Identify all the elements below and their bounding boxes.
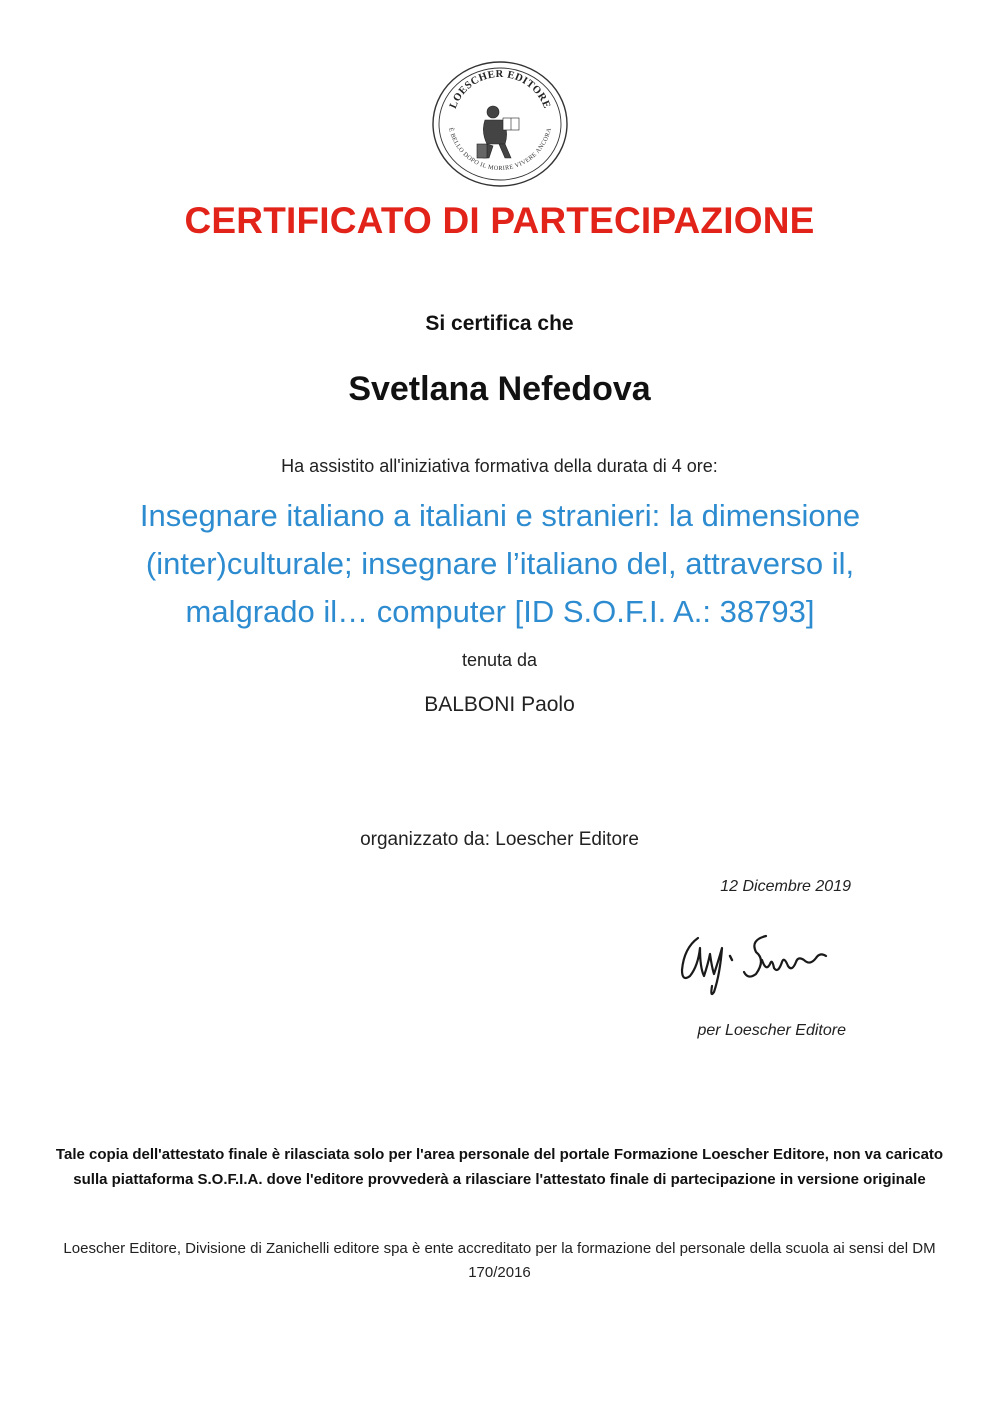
certificate-title: CERTIFICATO DI PARTECIPAZIONE bbox=[184, 200, 815, 241]
copy-notice: Tale copia dell'attestato finale è rilasciata solo per l'area personale del portale Formazione Loescher Editore, non va caricato sulla piattaforma S.O.F.I.A. dove l'editore provvederà a rilasciare l'attestato finale di partecipazione in versione originale bbox=[55, 1146, 944, 1188]
speaker-name: BALBONI Paolo bbox=[424, 693, 575, 716]
signature-caption: per Loescher Editore bbox=[697, 1022, 846, 1039]
seated-figure-icon bbox=[477, 106, 519, 158]
loescher-seal-logo bbox=[431, 60, 569, 188]
course-title bbox=[80, 492, 920, 636]
accreditation-footer: Loescher Editore, Divisione di Zanichelli editore spa è ente accreditato per la formazione del personale della scuola ai sensi del DM 170/2016 bbox=[63, 1240, 936, 1281]
attendance-statement: Ha assistito all'iniziativa formativa della durata di 4 ore: bbox=[281, 456, 718, 476]
held-by-label: tenuta da bbox=[461, 650, 538, 670]
seal-motto-text: È BELLO DOPO IL MORIRE VIVERE ANCORA bbox=[447, 126, 553, 173]
course-title-line: Insegnare italiano a italiani e stranieri: la dimensione bbox=[139, 498, 861, 533]
seal-top-text: LOESCHER EDITORE bbox=[447, 68, 553, 111]
course-title-line: (inter)culturale; insegnare l’italiano del, attraverso il, bbox=[145, 546, 855, 581]
svg-text:LOESCHER EDITORE bbox=[448, 69, 552, 110]
participant-name: Svetlana Nefedova bbox=[348, 370, 651, 408]
course-title-line: malgrado il… computer [ID S.O.F.I. A.: 38793] bbox=[185, 594, 815, 629]
certifies-label: Si certifica che bbox=[425, 312, 574, 335]
certificate-date: 12 Dicembre 2019 bbox=[720, 878, 851, 895]
handwritten-signature bbox=[670, 918, 855, 998]
organizer-line: organizzato da: Loescher Editore bbox=[360, 829, 639, 850]
